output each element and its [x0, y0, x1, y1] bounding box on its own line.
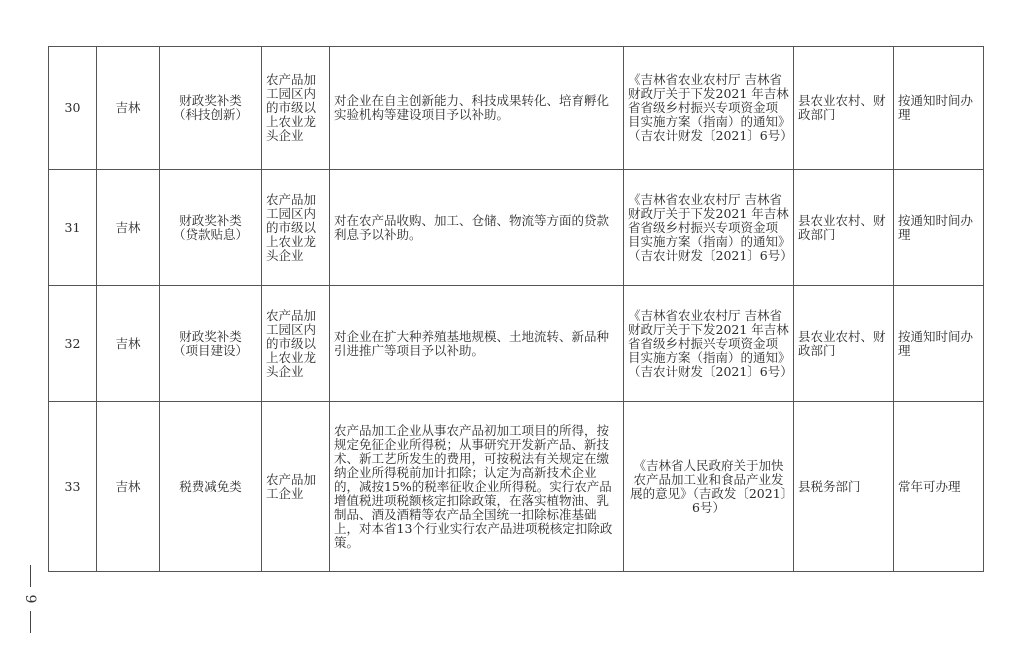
- table-row: [49, 170, 984, 286]
- department-cell: 县农业农村、财政部门: [794, 286, 894, 402]
- basis-cell: 《吉林省农业农村厅 吉林省财政厅关于下发2021 年吉林省省级乡村振兴专项资金项目实施方案（指南）的通知》（吉农计财发〔2021〕6号）: [624, 286, 794, 402]
- policy-type-text: 财政奖补类 （科技创新）: [172, 93, 248, 122]
- page-number: [22, 565, 38, 633]
- policy-table: [48, 46, 984, 572]
- row-number-cell: 30: [49, 47, 97, 170]
- province-cell: 吉林: [97, 170, 160, 286]
- page-number-dash-bottom: [30, 611, 31, 633]
- policy-type-cell: [160, 47, 262, 170]
- table-row: [49, 47, 984, 170]
- page-number-dash-top: [30, 565, 31, 587]
- policy-type-cell: 税费减免类: [160, 402, 262, 572]
- province-cell: 吉林: [97, 402, 160, 572]
- row-number-cell: 33: [49, 402, 97, 572]
- basis-cell: 《吉林省农业农村厅 吉林省财政厅关于下发2021 年吉林省省级乡村振兴专项资金项目实施方案（指南）的通知》（吉农计财发〔2021〕6号）: [624, 170, 794, 286]
- row-number-cell: 31: [49, 170, 97, 286]
- page-number-text: 9: [22, 594, 38, 604]
- time-cell: 按通知时间办理: [894, 170, 984, 286]
- target-cell: 农产品加工园区内的市级以上农业龙头企业: [262, 286, 330, 402]
- policy-type-cell: [160, 286, 262, 402]
- policy-type-cell: [160, 170, 262, 286]
- province-cell: 吉林: [97, 286, 160, 402]
- content-cell: 对企业在扩大种养殖基地规模、土地流转、新品种引进推广等项目予以补助。: [330, 286, 624, 402]
- department-cell: 县税务部门: [794, 402, 894, 572]
- time-cell: 按通知时间办理: [894, 286, 984, 402]
- time-cell: 常年可办理: [894, 402, 984, 572]
- target-cell: 农产品加工企业: [262, 402, 330, 572]
- basis-cell: 《吉林省农业农村厅 吉林省财政厅关于下发2021 年吉林省省级乡村振兴专项资金项目实施方案（指南）的通知》（吉农计财发〔2021〕6号）: [624, 47, 794, 170]
- department-cell: 县农业农村、财政部门: [794, 47, 894, 170]
- content-cell: 对企业在自主创新能力、科技成果转化、培育孵化实验机构等建设项目予以补助。: [330, 47, 624, 170]
- policy-type-text: 财政奖补类 （贷款贴息）: [172, 212, 248, 242]
- table-row: [49, 286, 984, 402]
- content-cell: 对在农产品收购、加工、仓储、物流等方面的贷款利息予以补助。: [330, 170, 624, 286]
- target-cell: 农产品加工园区内的市级以上农业龙头企业: [262, 47, 330, 170]
- department-cell: 县农业农村、财政部门: [794, 170, 894, 286]
- province-cell: 吉林: [97, 47, 160, 170]
- target-cell: 农产品加工园区内的市级以上农业龙头企业: [262, 170, 330, 286]
- row-number-cell: 32: [49, 286, 97, 402]
- content-cell: 农产品加工企业从事农产品初加工项目的所得，按规定免征企业所得税；从事研究开发新产品、新技术、新工艺所发生的费用，可按税法有关规定在缴纳企业所得税前加计扣除；认定为高新技术企业的，减按15%的税率征收企业所得税。实行农产品增值税进项税额核定扣除政策，在落实植物油、乳制品、酒及酒精等农产品全国统一扣除标准基础上，对本省13个行业实行农产品进项税核定扣除政策。: [330, 402, 624, 572]
- policy-type-text: 财政奖补类 （项目建设）: [172, 328, 248, 358]
- table-row: [49, 402, 984, 572]
- time-cell: 按通知时间办理: [894, 47, 984, 170]
- basis-cell: 《吉林省人民政府关于加快农产品加工业和食品产业发展的意见》（吉政发〔2021〕6号）: [624, 402, 794, 572]
